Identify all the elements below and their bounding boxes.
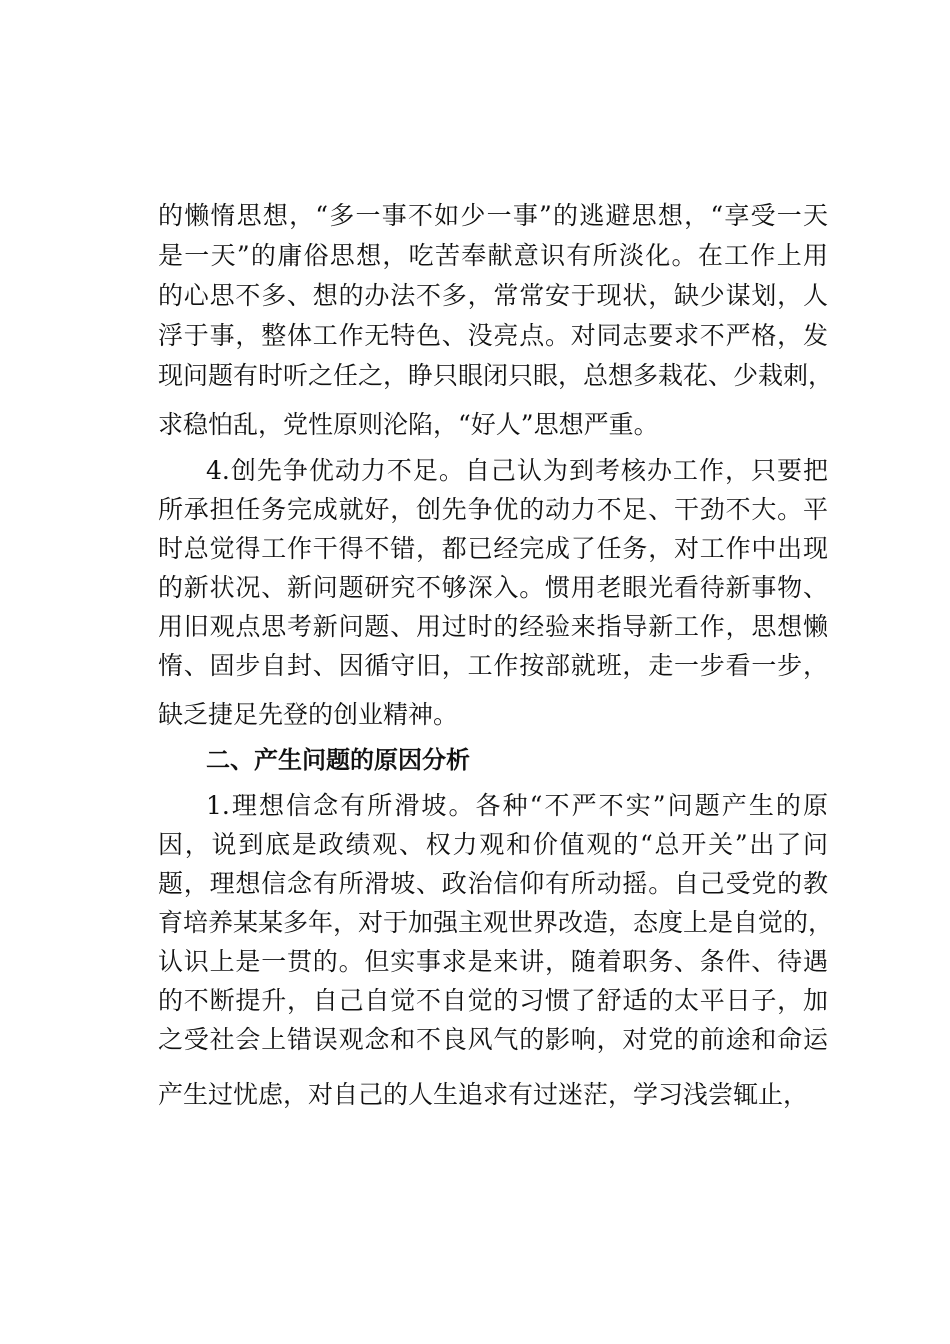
paragraph-line: 认识上是一贯的。但实事求是来讲，随着职务、条件、待遇 [158, 947, 828, 976]
paragraph-line: 所承担任务完成就好，创先争优的动力不足、干劲不大。平 [158, 495, 828, 524]
paragraph-line: 现问题有时听之任之，睁只眼闭只眼，总想多栽花、少栽刺， [158, 361, 834, 390]
paragraph-line: 之受社会上错误观念和不良风气的影响，对党的前途和命运 [158, 1025, 828, 1054]
paragraph-first-line: 1.理想信念有所滑坡。各种“不严不实”问题产生的原 [206, 791, 828, 820]
paragraph-line: 用旧观点思考新问题、用过时的经验来指导新工作，思想懒 [158, 612, 828, 641]
paragraph-line: 浮于事，整体工作无特色、没亮点。对同志要求不严格，发 [158, 321, 828, 350]
paragraph-line: 的新状况、新问题研究不够深入。惯用老眼光看待新事物、 [158, 573, 828, 602]
paragraph-line: 惰、固步自封、因循守旧，工作按部就班，走一步看一步， [158, 651, 828, 680]
paragraph-line: 求稳怕乱，党性原则沦陷，“好人”思想严重。 [158, 410, 659, 439]
paragraph-line: 育培养某某多年，对于加强主观世界改造，态度上是自觉的， [158, 908, 834, 937]
paragraph-line: 的懒惰思想，“多一事不如少一事”的逃避思想，“享受一天 [158, 201, 828, 230]
paragraph-first-line: 4.创先争优动力不足。自己认为到考核办工作，只要把 [206, 456, 828, 485]
paragraph-line: 缺乏捷足先登的创业精神。 [158, 700, 459, 729]
paragraph-line: 题，理想信念有所滑坡、政治信仰有所动摇。自己受党的教 [158, 869, 828, 898]
paragraph-line: 产生过忧虑，对自己的人生追求有过迷茫，学习浅尝辄止， [158, 1080, 809, 1109]
paragraph-line: 因，说到底是政绩观、权力观和价值观的“总开关”出了问 [158, 830, 828, 859]
paragraph-line: 的心思不多、想的办法不多，常常安于现状，缺少谋划，人 [158, 281, 828, 310]
paragraph-line: 是一天”的庸俗思想，吃苦奉献意识有所淡化。在工作上用 [158, 241, 828, 270]
section-heading: 二、产生问题的原因分析 [206, 746, 470, 774]
paragraph-line: 的不断提升，自己自觉不自觉的习惯了舒适的太平日子，加 [158, 986, 828, 1015]
paragraph-line: 时总觉得工作干得不错，都已经完成了任务，对工作中出现 [158, 534, 828, 563]
